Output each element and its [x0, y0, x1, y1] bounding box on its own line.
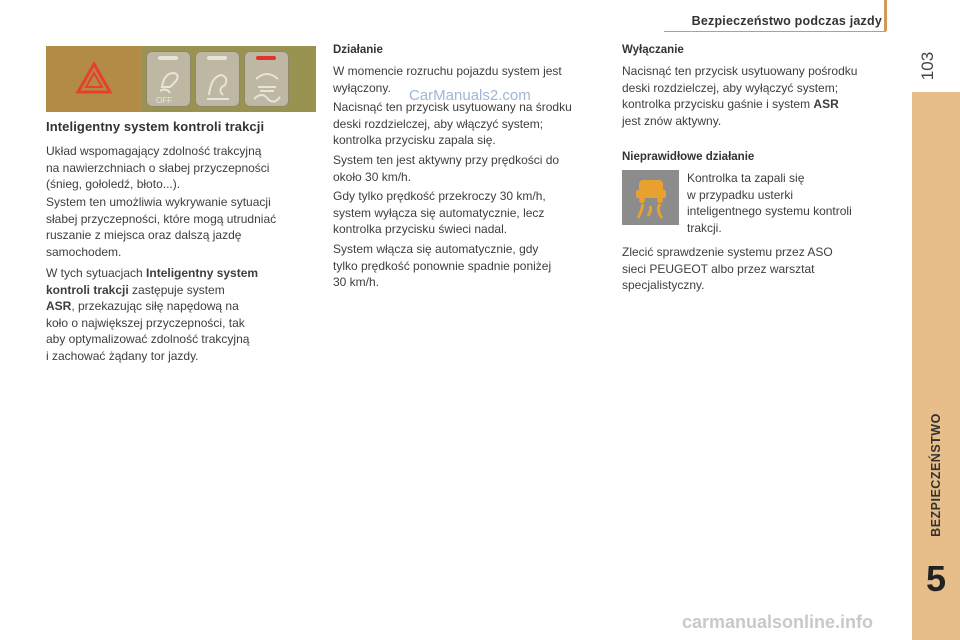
- grip-control-icon: [250, 65, 284, 105]
- header-tick: [884, 0, 887, 31]
- traction-control-button: [195, 51, 240, 107]
- section-title: Inteligentny system kontroli trakcji: [46, 119, 265, 134]
- text-line: [46, 265, 316, 282]
- text-line: aby optymalizować zdolność trakcyjną: [46, 332, 250, 346]
- header-rule: [664, 31, 886, 32]
- text-line: System ten jest aktywny przy prędkości do: [333, 153, 560, 167]
- left-paragraph-2: [46, 194, 316, 260]
- text-line: system wyłącza się automatycznie, lecz: [333, 205, 545, 220]
- text-line: W momencie rozruchu pojazdu system jest: [333, 64, 562, 78]
- left-paragraph-1: [46, 143, 316, 193]
- traction-fault-warning-light: [622, 170, 679, 225]
- text-line: specjalistyczny.: [622, 278, 705, 292]
- text-line: [622, 96, 907, 113]
- middle-paragraph-5: [333, 241, 608, 291]
- right-paragraph-3: [622, 244, 907, 294]
- esp-off-button: [146, 51, 191, 107]
- text-line: jest znów aktywny.: [622, 113, 722, 128]
- grip-control-led: [256, 56, 276, 60]
- text-line: deski rozdzielczej, aby wyłączyć system;: [622, 80, 839, 95]
- watermark-carmanualsonline: carmanualsonline.info: [682, 612, 874, 632]
- text-line: samochodem.: [46, 244, 122, 259]
- text-line: trakcji.: [687, 220, 722, 235]
- text-line: Nacisnąć ten przycisk usytuowany na środku: [333, 100, 572, 114]
- text-run: W tych sytuacjach: [46, 266, 147, 280]
- text-line: System ten umożliwia wykrywanie sytuacji: [46, 195, 271, 209]
- chapter-label: [912, 395, 960, 555]
- text-line: Nacisnąć ten przycisk usytuowany pośrodku: [622, 64, 858, 78]
- text-run: kontrolka przycisku gaśnie i system: [622, 97, 814, 111]
- text-line: i zachować żądany tor jazdy.: [46, 348, 199, 363]
- text-run-bold: Inteligentny system: [146, 266, 259, 280]
- traction-fault-icon: [622, 170, 679, 225]
- text-line: System włącza się automatycznie, gdy: [333, 242, 539, 256]
- text-run: zastępuje system: [128, 282, 225, 297]
- dashboard-panel-left: [46, 46, 142, 112]
- left-paragraph-3: [46, 265, 316, 364]
- heading-wylaczanie: Wyłączanie: [622, 44, 684, 56]
- text-line: na nawierzchniach o słabej przyczepności: [46, 160, 270, 175]
- middle-paragraph-3: [333, 152, 608, 185]
- text-line: Zlecić sprawdzenie systemu przez ASO: [622, 245, 833, 259]
- right-paragraph-2: [687, 170, 907, 236]
- text-line: słabej przyczepności, które mogą utrudniać: [46, 211, 277, 226]
- right-paragraph-1: [622, 63, 907, 129]
- text-line: deski rozdzielczej, aby włączyć system;: [333, 116, 544, 131]
- text-line: Kontrolka ta zapali się: [687, 171, 805, 185]
- text-line: [46, 298, 316, 315]
- heading-dzialanie: Działanie: [333, 44, 383, 56]
- dashboard-buttons-group: [142, 46, 316, 112]
- text-line: Gdy tylko prędkość przekroczy 30 km/h,: [333, 189, 546, 203]
- text-line: w przypadku usterki: [687, 187, 794, 202]
- text-line: około 30 km/h.: [333, 169, 412, 184]
- esp-off-icon: [152, 65, 186, 105]
- text-run-bold: kontroli trakcji: [46, 282, 129, 297]
- page-number: 103: [918, 51, 937, 81]
- text-line: koło o największej przyczepności, tak: [46, 315, 245, 330]
- middle-paragraph-2: [333, 99, 613, 149]
- text-line: ruszanie z miejsca oraz dalszą jazdę: [46, 228, 242, 242]
- text-run-bold: ASR: [813, 97, 839, 111]
- text-line: inteligentnego systemu kontroli: [687, 204, 852, 218]
- text-line: Układ wspomagający zdolność trakcyjną: [46, 144, 262, 158]
- text-line: (śnieg, gołoledź, błoto...).: [46, 177, 181, 191]
- text-line: kontrolka przycisku zapala się.: [333, 133, 496, 147]
- text-run: , przekazując siłę napędową na: [71, 299, 239, 313]
- text-line: kontrolka przycisku świeci nadal.: [333, 222, 508, 236]
- heading-nieprawidlowe: Nieprawidłowe działanie: [622, 151, 755, 163]
- chapter-number: 5: [925, 558, 947, 599]
- traction-control-icon: [201, 65, 235, 105]
- text-line: tylko prędkość ponownie spadnie poniżej: [333, 258, 552, 273]
- watermark-carmanuals2: CarManuals2.com: [409, 87, 531, 104]
- esp-off-led: [158, 56, 178, 60]
- middle-paragraph-4: [333, 188, 608, 238]
- running-header: Bezpieczeństwo podczas jazdy: [691, 14, 882, 28]
- text-line: wyłączony.: [333, 80, 391, 95]
- text-run-bold: ASR: [46, 299, 72, 313]
- off-label: OFF: [156, 96, 172, 105]
- grip-control-button: [244, 51, 289, 107]
- traction-led: [207, 56, 227, 60]
- chapter-label-text: BEZPIECZEŃSTWO: [929, 413, 943, 537]
- hazard-warning-icon: [46, 46, 142, 112]
- text-line: [46, 282, 316, 299]
- text-line: sieci PEUGEOT albo przez warsztat: [622, 261, 815, 276]
- text-line: 30 km/h.: [333, 275, 380, 289]
